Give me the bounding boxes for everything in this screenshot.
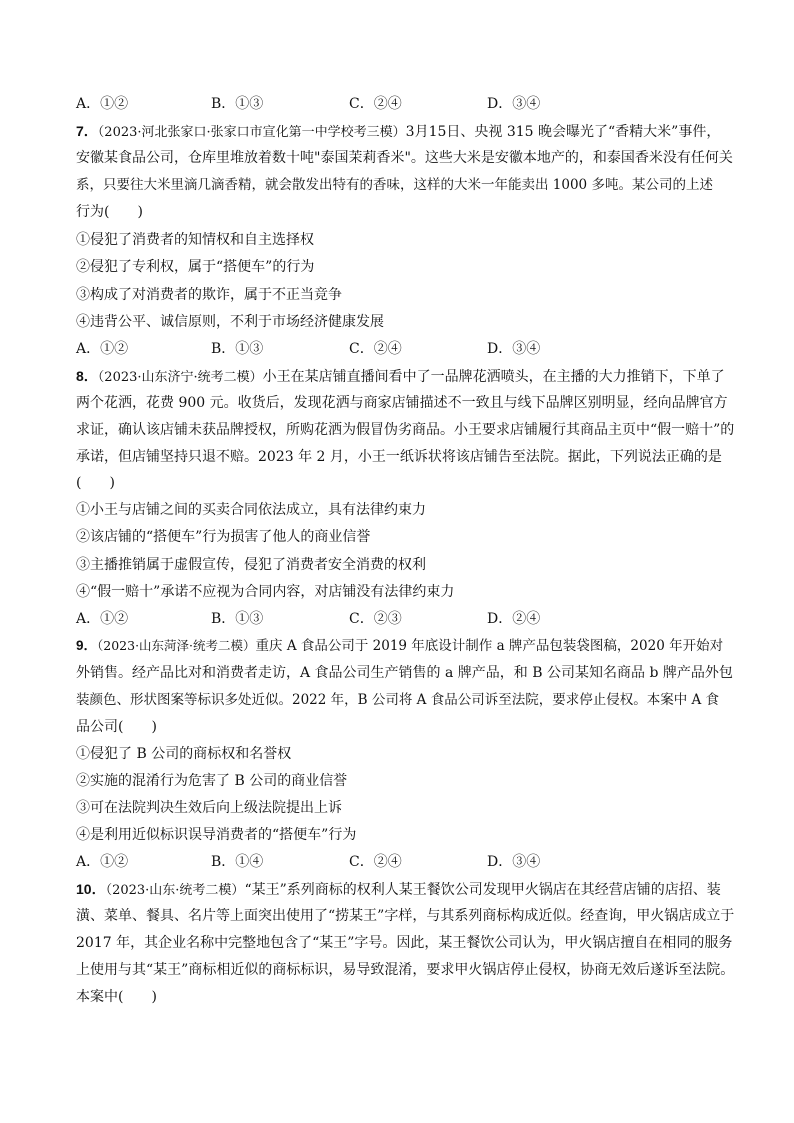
q9-statement-1: ①侵犯了 B 公司的商标权和名誉权 [76, 746, 292, 762]
q7-number: 7． [76, 123, 98, 139]
q7-stem-line-4: 行为( ) [76, 204, 143, 220]
q6-option-c[interactable]: C．②④ [349, 96, 402, 112]
q7-statement-2: ②侵犯了专利权，属于“搭便车”的行为 [76, 259, 315, 275]
q10-number: 10． [76, 881, 106, 897]
q7-source: （2023·河北张家口·张家口市宣化第一中学校考三模） [97, 125, 406, 140]
q8-stem-line-5: ( ) [76, 475, 115, 491]
q7-option-b[interactable]: B．①③ [211, 341, 264, 357]
q9-statement-3: ③可在法院判决生效后向上级法院提出上诉 [76, 800, 342, 816]
q7-statement-1: ①侵犯了消费者的知情权和自主选择权 [76, 232, 314, 248]
q9-option-b[interactable]: B．①④ [211, 854, 264, 870]
q7-stem-line-3: 系，只要往大米里滴几滴香精，就会散发出特有的香味，这样的大米一年能卖出 1000 多吨。某公司的上述 [76, 177, 713, 193]
q7-statement-3: ③构成了对消费者的欺诈，属于不正当竞争 [76, 287, 342, 303]
q9-number: 9． [76, 638, 98, 653]
q8-statement-1: ①小王与店铺之间的买卖合同依法成立，具有法律约束力 [76, 502, 426, 518]
q7-stem-line-1 [76, 122, 734, 142]
q10-source: （2023·山东·统考二模） [105, 883, 245, 898]
q8-stem-line-3: 求证，确认该店铺未获品牌授权，所购花洒为假冒伪劣商品。小王要求店铺履行其商品主页中“假一赔十”的 [76, 422, 735, 438]
q10-stem-line-1 [76, 880, 734, 900]
q9-statement-4: ④是利用近似标识误导消费者的“搭便车”行为 [76, 827, 357, 843]
q10-stem-line-5: 本案中( ) [76, 989, 157, 1005]
q7-stem-line-2: 安徽某食品公司，仓库里堆放着数十吨"泰国茉莉香米"。这些大米是安徽本地产的，和泰国香米没有任何关 [76, 150, 733, 166]
q8-option-c[interactable]: C．②③ [349, 611, 402, 627]
q9-text-1: 重庆 A 食品公司于 2019 年底设计制作 a 牌产品包装袋图稿，2020 年开始对 [255, 638, 724, 654]
q10-stem-line-4: 上使用与其“某王”商标相近似的商标标识，易导致混淆，要求甲火锅店停止侵权，协商无效后遂诉至法院。 [76, 962, 735, 978]
q8-text-1: 小王在某店铺直播间看中了一品牌花洒喷头，在主播的大力推销下，下单了 [262, 369, 725, 385]
q8-options [76, 610, 676, 628]
q9-stem-line-1 [76, 637, 734, 655]
q8-source: （2023·山东济宁·统考二模） [97, 370, 263, 385]
q9-source: （2023·山东菏泽·统考二模） [97, 638, 256, 653]
q8-option-b[interactable]: B．①③ [211, 611, 264, 627]
q10-stem-line-3: 2017 年，其企业名称中完整地包含了“某王”字号。因此，某王餐饮公司认为，甲火锅店擅自在相同的服务 [76, 935, 733, 951]
q8-option-d[interactable]: D．②④ [487, 611, 541, 627]
q9-options [76, 853, 676, 871]
q10-stem-line-2: 潢、菜单、餐具、名片等上面突出使用了“捞某王”字样，与其系列商标构成近似。经查询，甲火锅店成立于 [76, 908, 735, 924]
q7-options [76, 340, 676, 358]
q7-option-d[interactable]: D．③④ [487, 341, 541, 357]
q8-number: 8． [76, 368, 98, 384]
q6-option-b[interactable]: B．①③ [211, 96, 264, 112]
q7-option-a[interactable]: A．①② [76, 341, 129, 357]
q8-stem-line-1 [76, 367, 734, 387]
q7-text-1: 3月15日、央视 315 晚会曝光了“香精大米”事件， [405, 124, 721, 140]
q9-option-d[interactable]: D．③④ [487, 854, 541, 870]
q8-stem-line-2: 两个花洒，花费 900 元。收货后，发现花洒与商家店铺描述不一致且与线下品牌区别明显，经向品牌官方 [76, 395, 728, 411]
q8-statement-3: ③主播推销属于虚假宣传，侵犯了消费者安全消费的权利 [76, 557, 426, 573]
q9-stem-line-2: 外销售。经产品比对和消费者走访，A 食品公司生产销售的 a 牌产品，和 B 公司某知名商品 b 牌产品外包 [76, 665, 733, 681]
q7-statement-4: ④违背公平、诚信原则，不利于市场经济健康发展 [76, 314, 384, 330]
q8-statement-2: ②该店铺的“搭便车”行为损害了他人的商业信誉 [76, 529, 371, 545]
q6-option-a[interactable]: A．①② [76, 96, 129, 112]
q9-statement-2: ②实施的混淆行为危害了 B 公司的商业信誉 [76, 773, 348, 789]
q8-stem-line-4: 承诺，但店铺坚持只退不赔。2023 年 2 月，小王一纸诉状将该店铺告至法院。据此，下列说法正确的是 [76, 449, 722, 465]
q9-option-a[interactable]: A．①② [76, 854, 129, 870]
q8-option-a[interactable]: A．①② [76, 611, 129, 627]
q9-stem-line-4: 品公司( ) [76, 719, 157, 735]
q10-text-1: “某王”系列商标的权利人某王餐饮公司发现甲火锅店在其经营店铺的店招、装 [244, 882, 721, 898]
q6-option-d[interactable]: D．③④ [487, 96, 541, 112]
q6-options [76, 95, 676, 113]
q7-option-c[interactable]: C．②④ [349, 341, 402, 357]
q9-stem-line-3: 装颜色、形状图案等标识多处近似。2022 年，B 公司将 A 食品公司诉至法院，要求停止侵权。本案中 A 食 [76, 692, 720, 708]
q8-statement-4: ④“假一赔十”承诺不应视为合同内容，对店铺没有法律约束力 [76, 584, 455, 600]
q9-option-c[interactable]: C．②④ [349, 854, 402, 870]
